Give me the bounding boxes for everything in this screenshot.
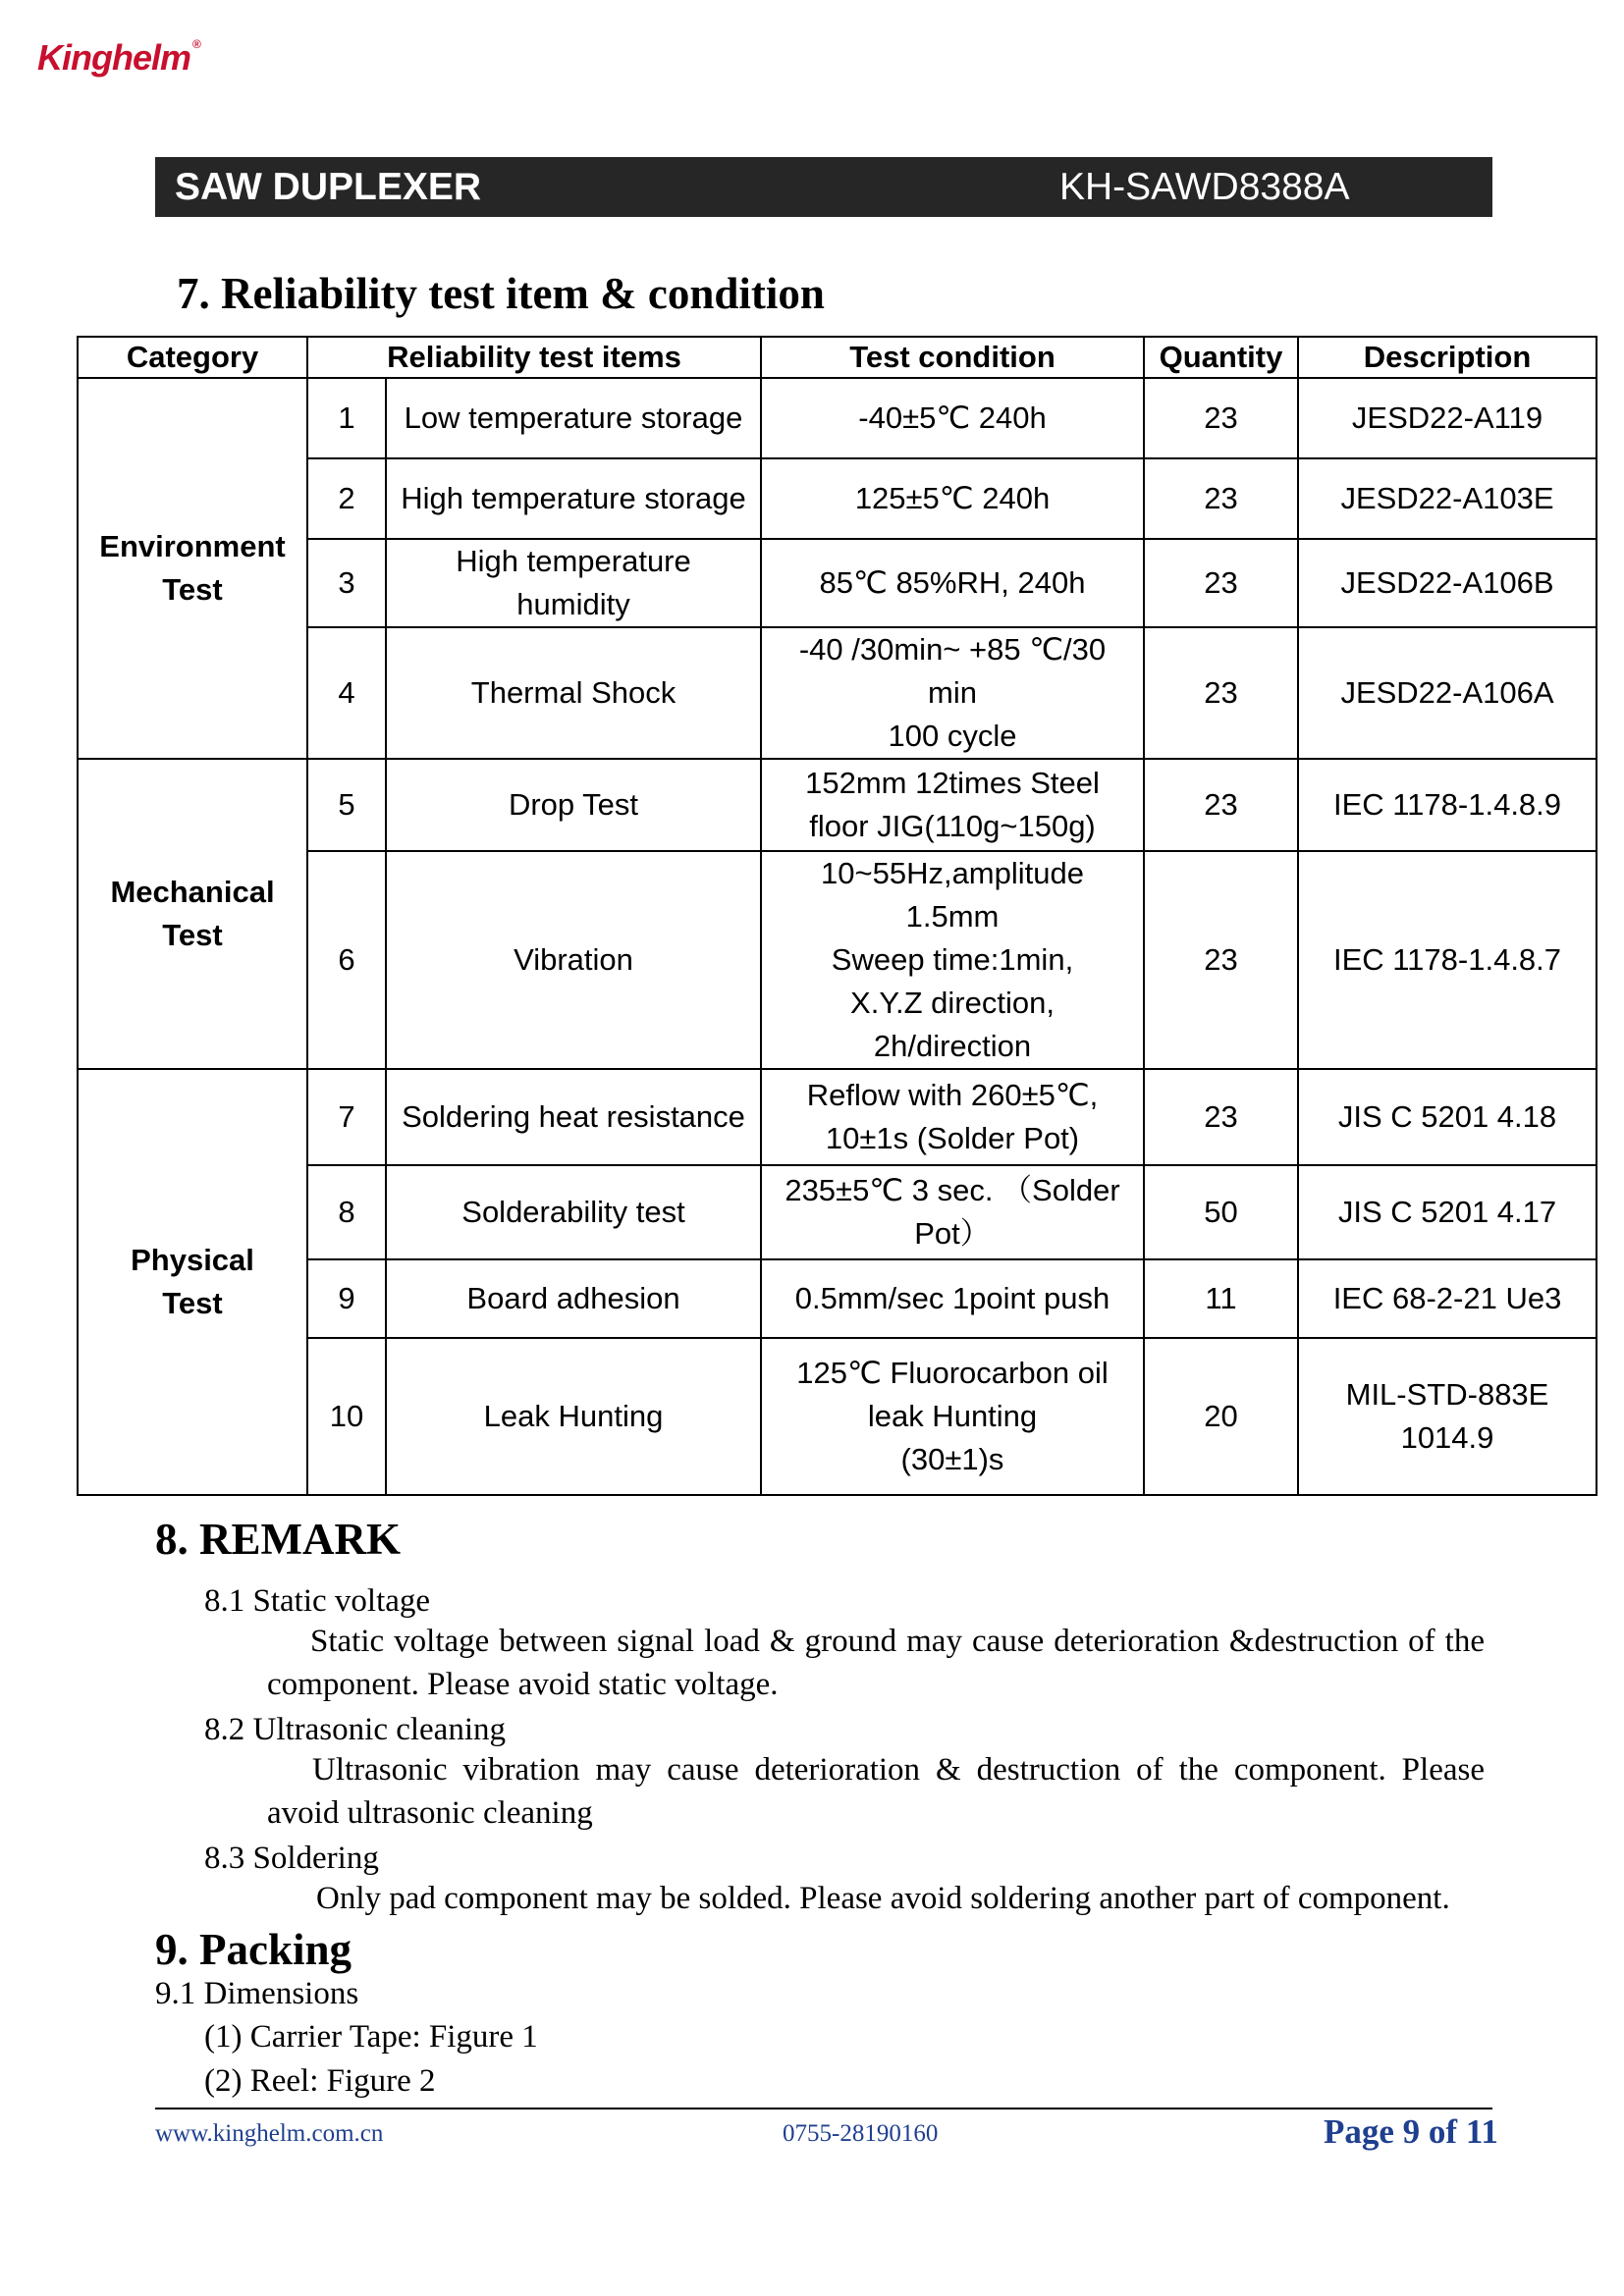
row-number: 10 [307, 1338, 386, 1495]
test-item-cell [386, 1069, 761, 1165]
table-row [78, 378, 1597, 458]
test-condition-text: 2h/direction [873, 1029, 1032, 1063]
test-condition-cell [761, 627, 1144, 759]
footer-website: www.kinghelm.com.cn [155, 2120, 384, 2147]
section-9-heading: 9. Packing [155, 1925, 352, 1974]
test-item-cell [386, 378, 761, 458]
description-text: IEC 68-2-21 Ue3 [1332, 1281, 1562, 1315]
packing-carrier-tape-item: (1) Carrier Tape: Figure 1 [204, 2019, 538, 2055]
quantity-cell: 11 [1144, 1259, 1298, 1338]
description-text: 1014.9 [1400, 1420, 1494, 1455]
logo-text: Kinghelm [37, 37, 191, 78]
quantity-cell: 50 [1144, 1165, 1298, 1259]
category-label: Environment [99, 529, 286, 563]
test-item-text: High temperature [456, 544, 691, 578]
test-condition-cell [761, 1259, 1144, 1338]
test-condition-text: Sweep time:1min, [831, 942, 1074, 977]
test-condition-text: 1.5mm [905, 899, 1000, 934]
test-condition-text: 10~55Hz,amplitude [821, 856, 1084, 890]
category-label: Test [162, 1286, 223, 1320]
test-item-text: High temperature storage [401, 481, 746, 515]
description-text: JIS C 5201 4.17 [1337, 1195, 1557, 1229]
test-item-cell [386, 851, 761, 1069]
description-cell [1298, 539, 1597, 627]
test-condition-text: 0.5mm/sec 1point push [794, 1281, 1110, 1315]
description-text: JESD22-A103E [1340, 481, 1554, 515]
description-cell [1298, 1259, 1597, 1338]
test-item-cell [386, 1338, 761, 1495]
remark-8-1-title: 8.1 Static voltage [204, 1583, 431, 1619]
description-cell [1298, 1165, 1597, 1259]
row-number: 8 [307, 1165, 386, 1259]
test-item-cell [386, 1165, 761, 1259]
row-number: 9 [307, 1259, 386, 1338]
description-cell [1298, 1338, 1597, 1495]
category-cell-physical [78, 1069, 307, 1495]
description-text: MIL-STD-883E [1345, 1377, 1549, 1412]
remark-8-2-title: 8.2 Ultrasonic cleaning [204, 1712, 506, 1747]
description-text: IEC 1178-1.4.8.7 [1332, 942, 1562, 977]
quantity-cell: 23 [1144, 539, 1298, 627]
category-label: Test [162, 918, 223, 952]
test-item-cell [386, 759, 761, 851]
test-condition-text: leak Hunting [867, 1399, 1038, 1433]
test-condition-text: 10±1s (Solder Pot) [825, 1121, 1080, 1155]
column-header-test-condition: Test condition [761, 337, 1144, 378]
test-condition-text: -40 /30min~ +85 ℃/30 [798, 632, 1107, 667]
test-condition-text: floor JIG(110g~150g) [809, 809, 1096, 843]
description-cell [1298, 378, 1597, 458]
test-condition-text: (30±1)s [900, 1442, 1004, 1476]
test-condition-cell [761, 1069, 1144, 1165]
remark-8-2-text: Ultrasonic vibration may cause deterioration & destruction of the component. Please avoid ultrasonic cleaning [267, 1752, 1485, 1831]
column-header-test-items: Reliability test items [307, 337, 761, 378]
description-cell [1298, 1069, 1597, 1165]
test-condition-text: 125℃ Fluorocarbon oil [796, 1356, 1109, 1390]
document-title: SAW DUPLEXER [175, 166, 482, 208]
quantity-cell: 23 [1144, 1069, 1298, 1165]
quantity-cell: 23 [1144, 458, 1298, 539]
test-item-text: Board adhesion [466, 1281, 680, 1315]
table-header-row [78, 337, 1597, 378]
packing-reel-item: (2) Reel: Figure 2 [204, 2063, 436, 2099]
test-condition-text: -40±5℃ 240h [858, 400, 1047, 435]
test-condition-text: 100 cycle [888, 719, 1017, 753]
test-item-text: Thermal Shock [470, 675, 677, 710]
description-cell [1298, 759, 1597, 851]
test-condition-cell [761, 1338, 1144, 1495]
description-cell [1298, 627, 1597, 759]
description-text: JESD22-A119 [1351, 400, 1543, 435]
test-item-cell [386, 539, 761, 627]
remark-8-1-text: Static voltage between signal load & ground may cause deterioration &destruction of the component. Please avoid static voltage. [267, 1624, 1485, 1702]
description-text: JESD22-A106B [1340, 565, 1554, 600]
kinghelm-logo [37, 37, 200, 79]
category-cell-mechanical [78, 759, 307, 1069]
column-header-quantity: Quantity [1144, 337, 1298, 378]
test-condition-text: X.Y.Z direction, [850, 986, 1055, 1020]
description-cell [1298, 458, 1597, 539]
test-item-text: Vibration [514, 942, 633, 977]
remark-8-3-text: Only pad component may be solded. Please avoid soldering another part of component. [316, 1881, 1450, 1916]
description-text: JIS C 5201 4.18 [1337, 1099, 1557, 1134]
row-number: 5 [307, 759, 386, 851]
remark-8-3-title: 8.3 Soldering [204, 1841, 379, 1876]
description-text: IEC 1178-1.4.8.9 [1332, 787, 1562, 822]
column-header-description: Description [1298, 337, 1597, 378]
test-item-text: Solderability test [461, 1195, 685, 1229]
registered-mark: ® [192, 37, 200, 51]
part-number: KH-SAWD8388A [1059, 166, 1350, 208]
row-number: 6 [307, 851, 386, 1069]
row-number: 1 [307, 378, 386, 458]
test-condition-cell [761, 458, 1144, 539]
test-condition-text: 125±5℃ 240h [854, 481, 1051, 515]
quantity-cell: 23 [1144, 378, 1298, 458]
test-item-text: Drop Test [508, 787, 639, 822]
test-condition-text: 235±5℃ 3 sec. （Solder [785, 1173, 1120, 1207]
test-condition-cell [761, 1165, 1144, 1259]
test-condition-cell [761, 378, 1144, 458]
test-condition-cell [761, 759, 1144, 851]
table-row [78, 1069, 1597, 1165]
column-header-category: Category [78, 337, 307, 378]
test-item-text: Soldering heat resistance [402, 1099, 745, 1134]
description-text: JESD22-A106A [1340, 675, 1554, 710]
quantity-cell: 23 [1144, 851, 1298, 1069]
test-item-text: humidity [516, 587, 630, 621]
test-item-text: Low temperature storage [404, 400, 743, 435]
test-condition-text: 152mm 12times Steel [805, 766, 1100, 800]
footer-page-number: Page 9 of 11 [1324, 2112, 1498, 2151]
test-condition-cell [761, 851, 1144, 1069]
quantity-cell: 23 [1144, 759, 1298, 851]
document-header-banner [155, 157, 1492, 217]
row-number: 4 [307, 627, 386, 759]
test-item-text: Leak Hunting [483, 1399, 664, 1433]
row-number: 7 [307, 1069, 386, 1165]
category-cell-environment [78, 378, 307, 759]
quantity-cell: 20 [1144, 1338, 1298, 1495]
test-condition-text: Reflow with 260±5℃, [806, 1078, 1099, 1112]
description-cell [1298, 851, 1597, 1069]
section-8-heading: 8. REMARK [155, 1515, 401, 1564]
footer-divider [155, 2108, 1492, 2109]
reliability-test-table [77, 336, 1597, 1496]
table-row [78, 759, 1597, 851]
test-item-cell [386, 627, 761, 759]
category-label: Mechanical [110, 875, 275, 909]
quantity-cell: 23 [1144, 627, 1298, 759]
test-condition-text: min [928, 675, 977, 710]
row-number: 3 [307, 539, 386, 627]
row-number: 2 [307, 458, 386, 539]
test-condition-text: 85℃ 85%RH, 240h [819, 565, 1086, 600]
test-condition-cell [761, 539, 1144, 627]
category-label: Physical [131, 1243, 254, 1277]
packing-9-1-title: 9.1 Dimensions [155, 1976, 359, 2011]
category-label: Test [162, 572, 223, 607]
section-7-heading: 7. Reliability test item & condition [177, 269, 825, 318]
test-condition-text: Pot） [914, 1216, 991, 1251]
footer-phone: 0755-28190160 [783, 2120, 939, 2147]
test-item-cell [386, 1259, 761, 1338]
test-item-cell [386, 458, 761, 539]
